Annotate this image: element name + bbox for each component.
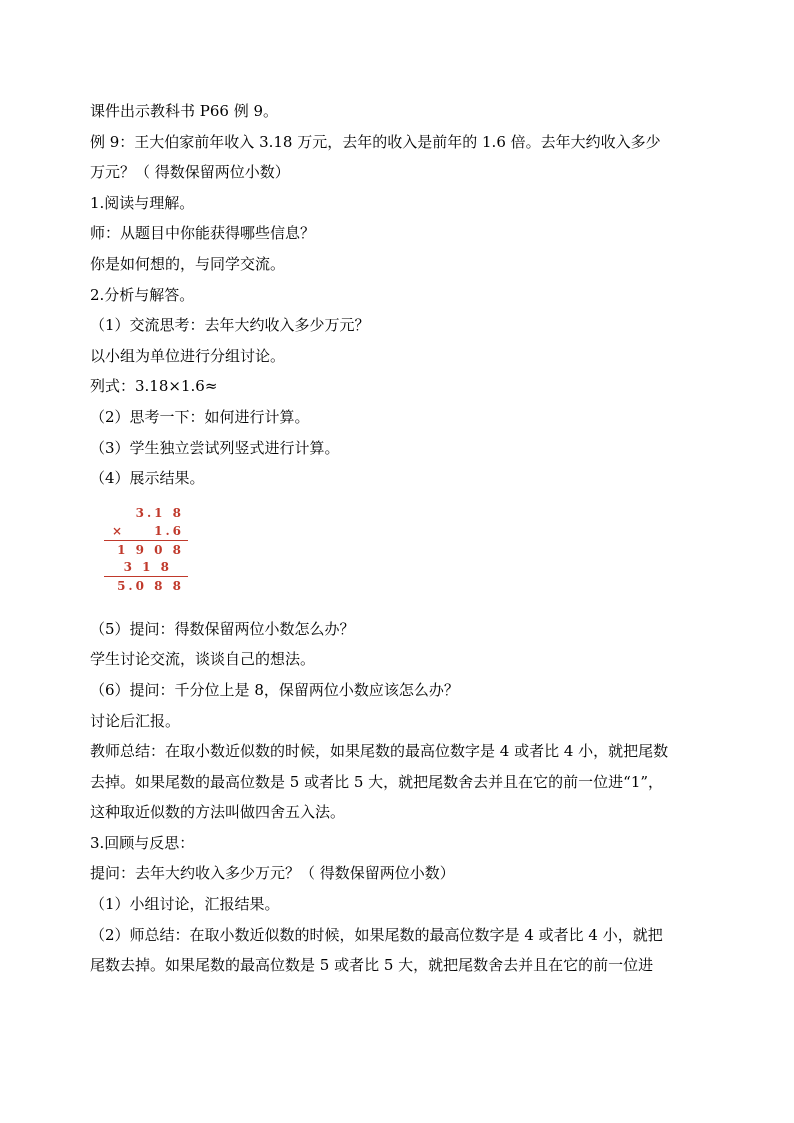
partial-product-2: 3 1 8 [123,559,172,574]
text-line: 例 9：王大伯家前年收入 3.18 万元，去年的收入是前年的 1.6 倍。去年大约收入多少 [90,132,661,151]
text-line: 师：从题目中你能获得哪些信息？ [90,224,316,243]
text-line: （2）思考一下：如何进行计算。 [90,407,310,426]
text-line: 2.分析与解答。 [90,285,195,304]
text-line: 万元？（ 得数保留两位小数） [90,163,290,182]
product-result: 5.0 8 8 [117,578,184,593]
text-line: （2）师总结：在取小数近似数的时候，如果尾数的最高位数字是 4 或者比 4 小，就把 [90,925,663,944]
text-line: （1）小组讨论，汇报结果。 [90,895,280,914]
document-page [90,96,710,981]
text-line: 提问：去年大约收入多少万元？（ 得数保留两位小数） [90,864,455,883]
text-line: 这种取近似数的方法叫做四舍五入法。 [90,803,346,822]
multiply-sign: × [112,523,123,538]
text-line: 你是如何想的，与同学交流。 [90,254,286,273]
text-line: 讨论后汇报。 [90,711,181,730]
text-line: （6）提问：千分位上是 8，保留两位小数应该怎么办？ [90,680,459,699]
text-line: （5）提问：得数保留两位小数怎么办？ [90,619,355,638]
multiplier: 1.6 [154,523,184,538]
partial-product-1: 1 9 0 8 [117,542,184,557]
text-line: 列式：3.18×1.6≈ [90,377,218,396]
text-line: （1）交流思考：去年大约收入多少万元？ [90,316,370,335]
multiplicand: 3.1 8 [135,505,184,520]
text-line: 去掉。如果尾数的最高位数是 5 或者比 5 大，就把尾数舍去并且在它的前一位进“1”， [90,772,664,791]
text-line: 1.阅读与理解。 [90,193,195,212]
vertical-multiplication [104,496,184,614]
text-line: 3.回顾与反思： [90,833,195,852]
text-line: （4）展示结果。 [90,469,205,488]
text-line: 尾数去掉。如果尾数的最高位数是 5 或者比 5 大，就把尾数舍去并且在它的前一位进 [90,956,654,975]
text-line: 教师总结：在取小数近似数的时候，如果尾数的最高位数字是 4 或者比 4 小，就把尾数 [90,742,669,761]
text-line: （3）学生独立尝试列竖式进行计算。 [90,438,340,457]
text-line: 学生讨论交流，谈谈自己的想法。 [90,650,316,669]
text-line: 课件出示教科书 P66 例 9。 [90,102,279,120]
text-line: 以小组为单位进行分组讨论。 [90,346,286,365]
